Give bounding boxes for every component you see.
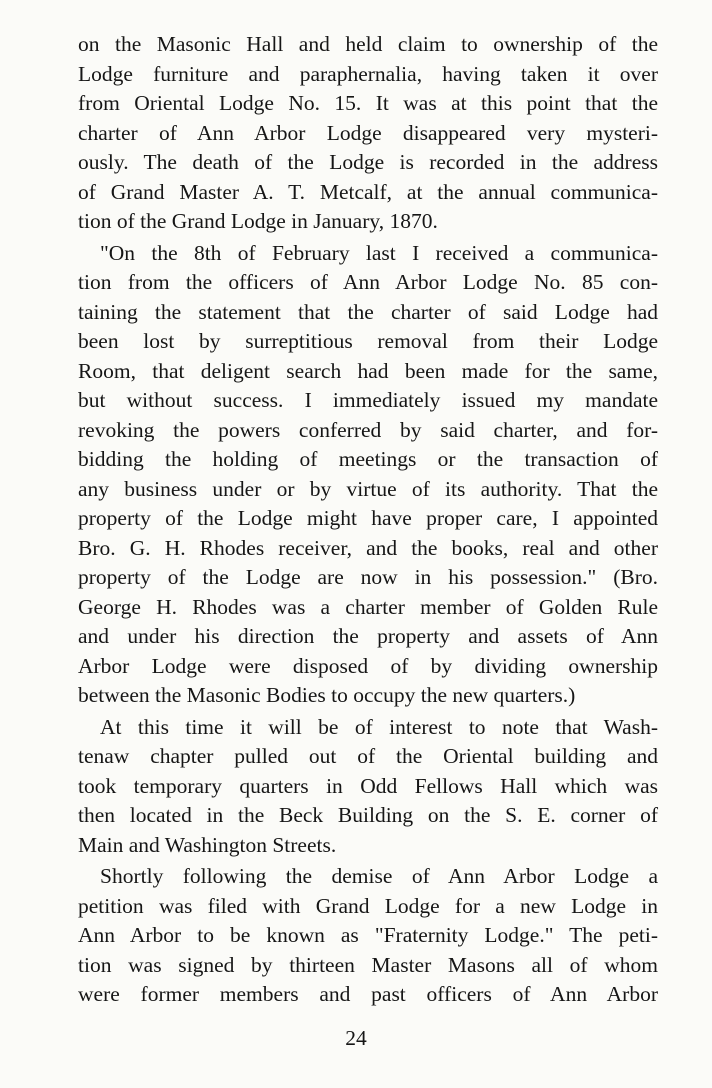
text-line: property of the Lodge might have proper care, I appointed — [78, 506, 658, 530]
text-line: At this time it will be of interest to note that Wash- — [100, 714, 658, 739]
text-line: Main and Washington Streets. — [78, 832, 337, 857]
text-line: petition was filed with Grand Lodge for a new Lodge in — [78, 893, 658, 918]
page-number: 24 — [345, 1026, 367, 1050]
text-line: Shortly following the demise of Ann Arbor Lodge a — [100, 864, 658, 888]
text-line: were former members and past officers of Ann Arbor — [78, 982, 658, 1006]
text-line: Room, that deligent search had been made for the same, — [78, 358, 658, 383]
paragraph — [78, 713, 658, 861]
text-line: tion of the Grand Lodge in January, 1870. — [78, 209, 438, 233]
text-line: Lodge furniture and paraphernalia, having taken it over — [78, 61, 658, 86]
text-line: but without success. I immediately issued my mandate — [78, 388, 658, 412]
text-line: "On the 8th of February last I received a communica- — [100, 240, 658, 265]
text-line: from Oriental Lodge No. 15. It was at this point that the — [78, 91, 658, 115]
text-line: bidding the holding of meetings or the transaction of — [78, 447, 658, 471]
text-line: took temporary quarters in Odd Fellows Hall which was — [78, 773, 658, 798]
text-line: of Grand Master A. T. Metcalf, at the annual communica- — [78, 179, 658, 204]
text-line: been lost by surreptitious removal from their Lodge — [78, 329, 658, 353]
text-line: tenaw chapter pulled out of the Oriental building and — [78, 744, 658, 768]
text-line: tion from the officers of Ann Arbor Lodge No. 85 con- — [78, 270, 658, 294]
text-line: between the Masonic Bodies to occupy the new quarters.) — [78, 683, 576, 707]
text-line: then located in the Beck Building on the S. E. corner of — [78, 803, 658, 827]
body-text — [78, 30, 658, 1010]
text-line: George H. Rhodes was a charter member of Golden Rule — [78, 594, 658, 619]
text-line: and under his direction the property and assets of Ann — [78, 624, 658, 648]
text-line: Bro. G. H. Rhodes receiver, and the books, real and other — [78, 535, 658, 560]
paragraph — [78, 30, 658, 237]
text-line: any business under or by virtue of its authority. That the — [78, 476, 658, 501]
paragraph — [78, 239, 658, 711]
text-line: Arbor Lodge were disposed of by dividing ownership — [78, 653, 658, 678]
text-line: ously. The death of the Lodge is recorded in the address — [78, 150, 658, 174]
text-line: Ann Arbor to be known as "Fraternity Lodge." The peti- — [78, 923, 658, 947]
text-line: taining the statement that the charter of said Lodge had — [78, 299, 658, 324]
text-line: tion was signed by thirteen Master Masons all of whom — [78, 952, 658, 977]
text-line: on the Masonic Hall and held claim to ownership of the — [78, 32, 658, 56]
text-line: property of the Lodge are now in his possession." (Bro. — [78, 565, 658, 589]
paragraph — [78, 862, 658, 1010]
text-line: revoking the powers conferred by said charter, and for- — [78, 417, 658, 442]
text-line: charter of Ann Arbor Lodge disappeared very mysteri- — [78, 120, 658, 145]
